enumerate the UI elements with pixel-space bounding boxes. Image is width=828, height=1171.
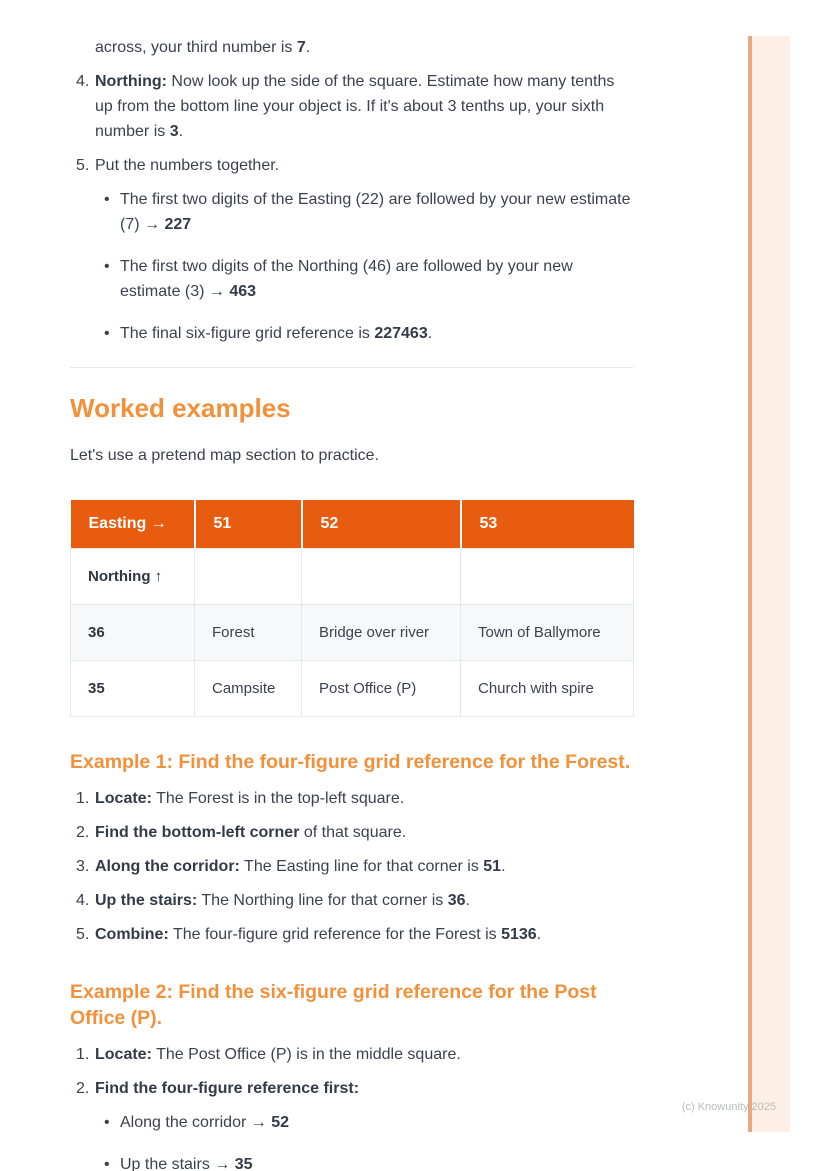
- intro-paragraph: Let's use a pretend map section to practice.: [70, 447, 380, 464]
- bullet-text: [120, 321, 432, 346]
- list-item-text: [95, 69, 633, 144]
- text-segment: The final six-figure grid reference is: [120, 325, 375, 342]
- text-segment: Up the stairs →: [120, 1156, 235, 1171]
- right-edge-stripe: [748, 36, 790, 1132]
- text-segment: .: [501, 858, 506, 875]
- bullet-marker: •: [104, 1114, 110, 1131]
- bullet-list-item: [95, 254, 633, 304]
- highlight-value: 36: [447, 892, 466, 909]
- table-cell: [302, 549, 461, 605]
- table-cell: Bridge over river: [302, 605, 461, 661]
- highlight-value: 35: [234, 1156, 253, 1171]
- table-head: [71, 500, 634, 549]
- table-cell: 35: [71, 661, 195, 717]
- list-item-number: 5.: [76, 926, 90, 943]
- list-item-number: 5.: [76, 157, 90, 174]
- example1-title: Example 1: Find the four-figure grid reference for the Forest.: [70, 751, 631, 773]
- highlight-value: Locate:: [95, 1046, 152, 1063]
- bullet-list-item: [95, 321, 633, 346]
- list-item-body: [95, 69, 633, 144]
- highlight-value: Combine:: [95, 926, 169, 943]
- bullet-marker: •: [104, 1156, 110, 1171]
- grid-reference-table: [70, 500, 634, 717]
- list-item-text: [95, 922, 633, 947]
- table-header-cell: 52: [302, 500, 461, 549]
- table-cell: Town of Ballymore: [461, 605, 634, 661]
- table-cell: [461, 549, 634, 605]
- bullet-list: [95, 1110, 633, 1171]
- text-segment: The four-figure grid reference for the Forest is: [168, 926, 502, 943]
- table-header-cell: Easting →: [71, 500, 195, 549]
- text-segment: across, your third number is: [95, 39, 297, 56]
- numbered-list-example2: [70, 1042, 633, 1171]
- bullet-text: [120, 1110, 289, 1135]
- list-item-number: 4.: [76, 892, 90, 909]
- list-item-text: [95, 820, 633, 845]
- list-item-body: [95, 854, 633, 879]
- numbered-list-item: [70, 922, 633, 947]
- numbered-list-item: [70, 820, 633, 845]
- copyright-watermark: (c) Knowunity 2025: [681, 1101, 776, 1113]
- numbered-list-item: [70, 1076, 633, 1171]
- list-item-text: [95, 153, 633, 178]
- table-cell: 36: [71, 605, 195, 661]
- list-item-number: 1.: [76, 790, 90, 807]
- highlight-value: 3: [169, 123, 179, 140]
- section-divider: [70, 367, 633, 368]
- highlight-value: 463: [229, 283, 257, 300]
- example2-title: Example 2: Find the six-figure grid reference for the Post Office (P).: [70, 981, 597, 1029]
- bullet-list: [95, 187, 633, 346]
- table-body: [71, 549, 634, 717]
- text-segment: The Forest is in the top-left square.: [151, 790, 405, 807]
- table-row: [71, 605, 634, 661]
- text-segment: .: [305, 39, 311, 56]
- list-item-body: [95, 820, 633, 845]
- numbered-list-example1: [70, 786, 633, 947]
- text-segment: The Post Office (P) is in the middle square.: [151, 1046, 461, 1063]
- highlight-value: Up the stairs:: [95, 892, 198, 909]
- list-item-body: [95, 1042, 633, 1067]
- highlight-value: 227463: [374, 325, 428, 342]
- numbered-list-item: [70, 888, 633, 913]
- list-item-body: [95, 153, 633, 346]
- list-item-text: [95, 888, 633, 913]
- highlight-value: 7: [296, 39, 306, 56]
- bullet-list-item: [95, 1152, 633, 1171]
- list-item-number: 1.: [76, 1046, 90, 1063]
- list-item-text: [95, 1076, 633, 1101]
- highlight-value: 52: [271, 1114, 289, 1131]
- text-segment: .: [536, 926, 542, 943]
- table-cell: Northing ↑: [71, 549, 195, 605]
- bullet-text: [120, 187, 633, 237]
- text-segment: .: [178, 123, 184, 140]
- table-cell: Church with spire: [461, 661, 634, 717]
- list-item-body: [95, 922, 633, 947]
- text-segment: Put the numbers together.: [95, 157, 280, 174]
- highlight-value: Along the corridor:: [95, 858, 240, 875]
- bullet-list-item: [95, 1110, 633, 1135]
- text-segment: The Northing line for that corner is: [197, 892, 448, 909]
- highlight-value: Find the four-figure reference first:: [95, 1080, 360, 1097]
- list-item-text: [95, 786, 633, 811]
- text-segment: The Easting line for that corner is: [239, 858, 484, 875]
- table-cell: Post Office (P): [302, 661, 461, 717]
- list-item-text: [95, 854, 633, 879]
- table-header-cell: 51: [195, 500, 302, 549]
- table-header-row: [71, 500, 634, 549]
- text-segment: Along the corridor →: [120, 1114, 272, 1131]
- numbered-list-item: [70, 1042, 633, 1067]
- table-header-cell: 53: [461, 500, 634, 549]
- bullet-text: [120, 1152, 253, 1171]
- highlight-value: Northing:: [95, 73, 167, 90]
- list-item-body: [95, 786, 633, 811]
- text-segment: .: [465, 892, 470, 909]
- bullet-text: [120, 254, 633, 304]
- bullet-list-item: [95, 187, 633, 237]
- numbered-list-intro: [70, 69, 633, 346]
- list-item-continuation: [70, 35, 633, 60]
- numbered-list-item: [70, 786, 633, 811]
- numbered-list-item: [70, 69, 633, 144]
- text-segment: Now look up the side of the square. Estimate how many tenths up from the bottom line your object is. If it's about 3 tenths up, your sixth number is: [95, 73, 615, 140]
- list-item-text: [95, 1042, 633, 1067]
- list-item-number: 3.: [76, 858, 90, 875]
- table-cell: Forest: [195, 605, 302, 661]
- list-item-body: [95, 888, 633, 913]
- table-cell: [195, 549, 302, 605]
- table-row: [71, 549, 634, 605]
- text-segment: The first two digits of the Easting (22) are followed by your new estimate (7) →: [120, 191, 631, 233]
- highlight-value: Locate:: [95, 790, 152, 807]
- highlight-value: 227: [164, 216, 192, 233]
- list-item-body: [95, 1076, 633, 1171]
- highlight-value: 51: [483, 858, 502, 875]
- document-content: [70, 35, 633, 1171]
- list-item-number: 2.: [76, 1080, 90, 1097]
- numbered-list-item: [70, 153, 633, 346]
- table-row: [71, 661, 634, 717]
- section-title: Worked examples: [70, 393, 291, 423]
- bullet-marker: •: [104, 258, 110, 275]
- bullet-marker: •: [104, 325, 110, 342]
- text-segment: The first two digits of the Northing (46) are followed by your new estimate (3) →: [120, 258, 573, 300]
- text-segment: .: [427, 325, 433, 342]
- bullet-marker: •: [104, 191, 110, 208]
- list-item-number: 2.: [76, 824, 90, 841]
- numbered-list-item: [70, 854, 633, 879]
- highlight-value: Find the bottom-left corner: [95, 824, 300, 841]
- table-cell: Campsite: [195, 661, 302, 717]
- text-segment: of that square.: [299, 824, 407, 841]
- highlight-value: 5136: [501, 926, 537, 943]
- list-item-number: 4.: [76, 73, 90, 90]
